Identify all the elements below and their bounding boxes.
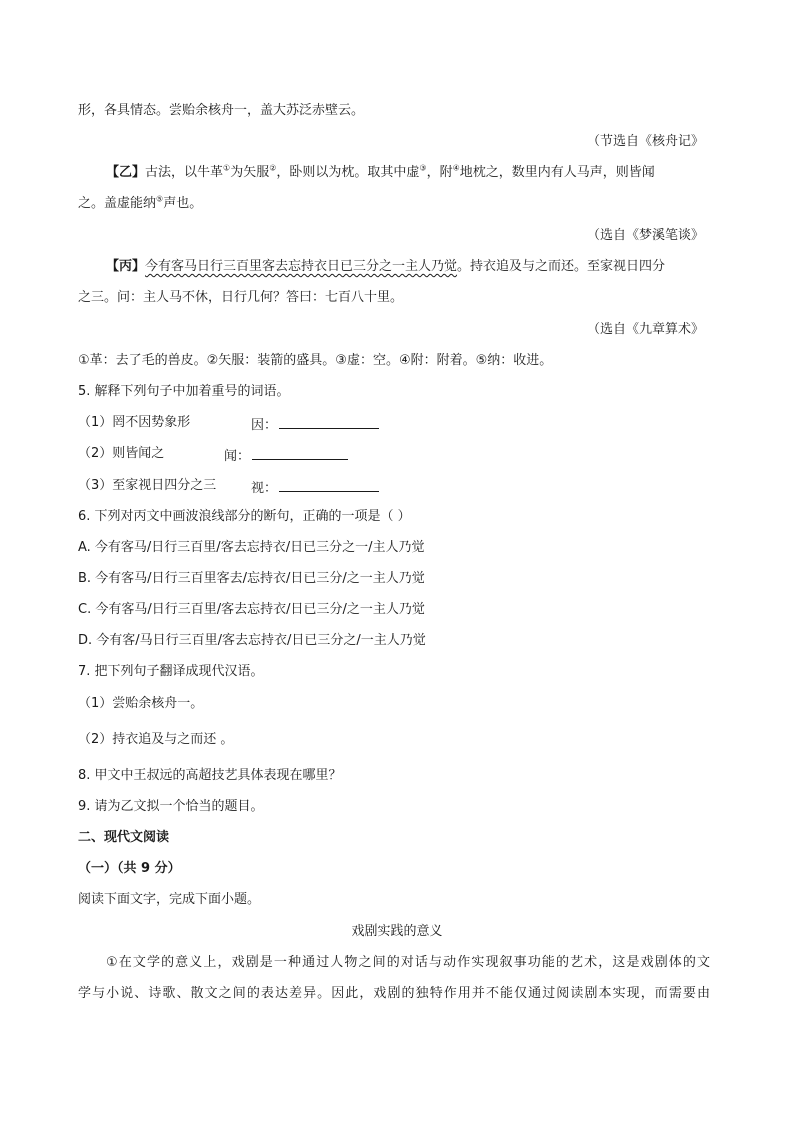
answer-blank-3[interactable] <box>251 477 379 498</box>
note-marker: ① <box>223 163 231 173</box>
passage-yi-text: 地枕之，数里内有人马声，则皆闻 <box>459 165 655 180</box>
question-7-stem: 7. 把下列句子翻译成现代汉语。 <box>78 664 264 679</box>
passage-yi-text: 古法，以牛革 <box>145 165 224 180</box>
option-c[interactable]: C. 今有客马/日行三百里/客去忘持衣/日已三分/之一主人乃觉 <box>78 602 425 617</box>
passage-bing-line2: 之三。问：主人马不休，日行几何？答曰：七百八十里。 <box>78 290 404 305</box>
item-text: （1）罔不因势象形 <box>78 415 191 430</box>
question-6-stem: 6. 下列对丙文中画波浪线部分的断句，正确的一项是（ ） <box>78 509 411 524</box>
passage-yi-text: 之。盖虚能纳 <box>78 196 157 211</box>
passage-jia-tail: 形，各具情态。尝贻余核舟一，盖大苏泛赤壁云。 <box>78 103 365 118</box>
answer-underline[interactable] <box>279 477 379 492</box>
question-7-item-1: （1）尝贻余核舟一。 <box>78 696 204 711</box>
passage-yi-text: ，卧则以为枕。取其中虚 <box>276 165 420 180</box>
blank-label: 因： <box>251 418 278 433</box>
question-5-item-1 <box>78 414 190 432</box>
option-a[interactable]: A. 今有客马/日行三百里/客去忘持衣/日已三分之一/主人乃觉 <box>78 540 425 555</box>
note-marker: ⑤ <box>156 194 164 204</box>
reading-instruction: 阅读下面文字，完成下面小题。 <box>78 892 261 907</box>
option-d[interactable]: D. 今有客/马日行三百里/客去忘持衣/日已三分之/一主人乃觉 <box>78 633 426 648</box>
option-b[interactable]: B. 今有客马/日行三百里客去/忘持衣/日已三分/之一主人乃觉 <box>78 571 425 586</box>
passage-yi-line1 <box>106 164 655 182</box>
question-5-item-2 <box>78 445 164 463</box>
passage-bing-text: 。持衣追及与之而还。至家视日四分 <box>457 259 666 274</box>
article-title: 戏剧实践的意义 <box>351 924 443 939</box>
answer-blank-2[interactable] <box>224 445 348 466</box>
passage-bing-line1 <box>106 258 665 276</box>
annotation-notes: ①革：去了毛的兽皮。②矢服：装箭的盛具。③虚：空。④附：附着。⑤纳：收进。 <box>78 353 553 368</box>
passage-yi-text: 为矢服 <box>230 165 270 180</box>
passage-yi-line2 <box>78 195 202 213</box>
question-5-item-3 <box>78 477 216 495</box>
source-yi: （选自《梦溪笔谈》 <box>586 228 704 243</box>
note-marker: ④ <box>452 163 460 173</box>
question-8: 8. 甲文中王叔远的高超技艺具体表现在哪里？ <box>78 768 342 783</box>
note-marker: ② <box>269 163 277 173</box>
blank-label: 视： <box>251 481 278 496</box>
passage-yi-text: 声也。 <box>163 196 203 211</box>
article-para1-line1: ①在文学的意义上，戏剧是一种通过人物之间的对话与动作实现叙事功能的艺术，这是戏剧体的文 <box>106 955 710 970</box>
section-heading: 二、现代文阅读 <box>78 830 170 845</box>
item-text: （3）至家视日四分之三 <box>78 478 217 493</box>
section-subheading: （一）（共 9 分） <box>78 861 181 876</box>
passage-bing-label: 【丙】 <box>106 259 146 274</box>
answer-underline[interactable] <box>252 445 348 460</box>
passage-yi-text: ，附 <box>426 165 453 180</box>
note-marker: ③ <box>419 163 427 173</box>
question-7-item-2: （2）持衣追及与之而还 。 <box>78 732 234 747</box>
passage-yi-label: 【乙】 <box>106 165 146 180</box>
article-para1-line2: 学与小说、诗歌、散文之间的表达差异。因此，戏剧的独特作用并不能仅通过阅读剧本实现，而需要由 <box>78 986 710 1001</box>
wavy-underlined-text: 今有客马日行三百里客去忘持衣日已三分之一主人乃觉 <box>145 259 458 274</box>
question-9: 9. 请为乙文拟一个恰当的题目。 <box>78 799 264 814</box>
question-5-stem: 5. 解释下列句子中加着重号的词语。 <box>78 384 290 399</box>
answer-blank-1[interactable] <box>251 414 379 435</box>
source-jia: （节选自《核舟记》 <box>586 134 704 149</box>
blank-label: 闻： <box>224 449 251 464</box>
source-bing: （选自《九章算术》 <box>586 322 704 337</box>
answer-underline[interactable] <box>279 414 379 429</box>
item-text: （2）则皆闻之 <box>78 446 165 461</box>
